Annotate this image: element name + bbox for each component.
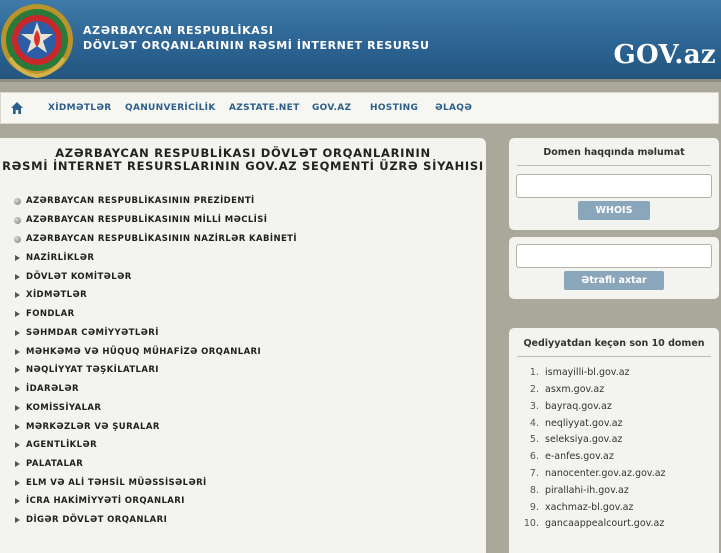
domain-link[interactable]: bayraq.gov.az [545,400,612,412]
whois-title: Domen haqqında məlumat [543,147,685,158]
header-title-line1: AZƏRBAYCAN RESPUBLİKASI [83,24,274,37]
category-komissiyalar[interactable] [14,402,101,414]
state-emblem-icon[interactable] [0,0,78,82]
arrow-right-icon [15,424,20,430]
nav-item-azstate[interactable]: AZSTATE.NET [229,103,300,113]
arrow-right-icon [15,330,20,336]
arrow-right-icon [15,274,20,280]
list-item[interactable] [517,417,623,429]
category-neqliyyat[interactable] [14,364,159,376]
category-sehmdar-cemiyyetleri[interactable] [14,327,159,339]
main-nav [0,92,719,124]
domain-link[interactable]: xachmaz-bl.gov.az [545,501,634,513]
category-idareler[interactable] [14,383,79,395]
arrow-right-icon [15,461,20,467]
whois-box [509,138,719,230]
category-label: DÖVLƏT KOMİTƏLƏR [26,272,132,282]
category-label: KOMİSSİYALAR [26,403,102,413]
whois-button[interactable]: WHOIS [578,201,650,220]
arrow-right-icon [15,480,20,486]
domain-number: 1. [529,366,539,378]
header-title-line2: DÖVLƏT ORQANLARININ RƏSMİ İNTERNET RESURSU [83,39,430,52]
domain-link[interactable]: pirallahi-ih.gov.az [545,484,629,496]
category-agentlikler[interactable] [14,439,97,451]
category-milli-meclis[interactable] [14,214,267,226]
domain-number: 4. [529,417,539,429]
nav-item-govaz[interactable]: GOV.AZ [312,103,352,113]
nav-item-qanunvericilik[interactable]: QANUNVERİCİLİK [125,103,216,113]
circle-bullet-icon [14,198,21,205]
domain-number: 2. [529,383,539,395]
category-nazirlikler[interactable] [14,252,94,264]
category-mehkeme-huquq[interactable] [14,346,261,358]
list-item[interactable] [517,467,666,479]
list-item[interactable] [517,400,612,412]
recent-domains-box [509,328,719,553]
list-item[interactable] [517,517,664,529]
arrow-right-icon [15,386,20,392]
category-label: MƏRKƏZLƏR VƏ ŞURALAR [26,422,160,432]
category-diger-orqanlar[interactable] [14,514,167,526]
home-icon[interactable] [10,101,24,115]
category-label: İDARƏLƏR [26,384,79,394]
category-merkezler-suralar[interactable] [14,421,160,433]
category-fondlar[interactable] [14,308,75,320]
circle-bullet-icon [14,217,21,224]
arrow-right-icon [15,498,20,504]
domain-link[interactable]: ismayilli-bl.gov.az [545,366,630,378]
category-label: AZƏRBAYCAN RESPUBLİKASININ MİLLİ MƏCLİSİ [26,215,268,225]
category-xidmetler[interactable] [14,289,87,301]
domain-link[interactable]: seleksiya.gov.az [545,433,623,445]
arrow-right-icon [15,367,20,373]
category-label: PALATALAR [26,459,84,469]
site-header [0,0,721,82]
domain-number: 8. [529,484,539,496]
domain-link[interactable]: neqliyyat.gov.az [545,417,623,429]
category-nazirler-kabineti[interactable] [14,233,297,245]
arrow-right-icon [15,405,20,411]
category-label: DİGƏR DÖVLƏT ORQANLARI [26,515,168,525]
list-item[interactable] [517,501,633,513]
brand-logo[interactable]: GOV.az [613,40,716,70]
search-input[interactable] [516,244,712,268]
divider [517,356,711,357]
recent-domains-title: Qediyyatdan keçən son 10 domen [523,338,705,349]
category-label: AZƏRBAYCAN RESPUBLİKASININ NAZİRLƏR KABİNETİ [26,234,297,244]
category-label: ELM VƏ ALİ TƏHSİL MÜƏSSİSƏLƏRİ [26,478,207,488]
nav-item-hosting[interactable]: HOSTING [370,103,419,113]
category-label: NAZİRLİKLƏR [26,253,95,263]
organizations-panel [0,138,486,553]
category-elm-ali-tehsil[interactable] [14,477,207,489]
list-item[interactable] [517,433,622,445]
arrow-right-icon [15,311,20,317]
category-label: AZƏRBAYCAN RESPUBLİKASININ PREZİDENTİ [26,196,255,206]
domain-number: 10. [523,517,539,529]
panel-title-line2: RƏSMİ İNTERNET RESURSLARININ GOV.AZ SEQMENTİ ÜZRƏ SİYAHISI [2,159,484,173]
category-prezident[interactable] [14,195,255,207]
arrow-right-icon [15,349,20,355]
domain-link[interactable]: gancaappealcourt.gov.az [545,517,665,529]
category-label: SƏHMDAR CƏMİYYƏTLƏRİ [26,328,159,338]
panel-title-line1: AZƏRBAYCAN RESPUBLİKASI DÖVLƏT ORQANLARININ [55,146,431,160]
domain-number: 3. [529,400,539,412]
divider [517,165,711,166]
category-label: İCRA HAKİMİYYƏTİ ORQANLARI [26,496,185,506]
advanced-search-button[interactable]: Ətraflı axtar [564,271,664,290]
list-item[interactable] [517,450,614,462]
domain-link[interactable]: e-anfes.gov.az [545,450,614,462]
category-label: NƏQLİYYAT TƏŞKİLATLARI [26,365,159,375]
domain-number: 7. [529,467,539,479]
whois-input[interactable] [516,174,712,198]
list-item[interactable] [517,484,629,496]
search-box [509,237,719,299]
nav-item-xidmetler[interactable]: XİDMƏTLƏR [48,103,112,113]
domain-number: 9. [529,501,539,513]
category-label: FONDLAR [26,309,75,319]
domain-number: 5. [529,433,539,445]
domain-number: 6. [529,450,539,462]
domain-link[interactable]: asxm.gov.az [545,383,605,395]
list-item[interactable] [517,383,604,395]
domain-link[interactable]: nanocenter.gov.az.gov.az [545,467,666,479]
category-label: MƏHKƏMƏ VƏ HÜQUQ MÜHAFİZƏ ORQANLARI [26,347,262,357]
list-item[interactable] [517,366,630,378]
nav-item-elaqe[interactable]: ƏLAQƏ [435,103,473,113]
category-dovlet-komiteler[interactable] [14,271,132,283]
circle-bullet-icon [14,236,21,243]
arrow-right-icon [15,442,20,448]
arrow-right-icon [15,292,20,298]
category-icra-hakimiyyeti[interactable] [14,495,185,507]
arrow-right-icon [15,255,20,261]
category-label: XİDMƏTLƏR [26,290,88,300]
arrow-right-icon [15,517,20,523]
category-palatalar[interactable] [14,458,83,470]
category-label: AGENTLİKLƏR [26,440,98,450]
